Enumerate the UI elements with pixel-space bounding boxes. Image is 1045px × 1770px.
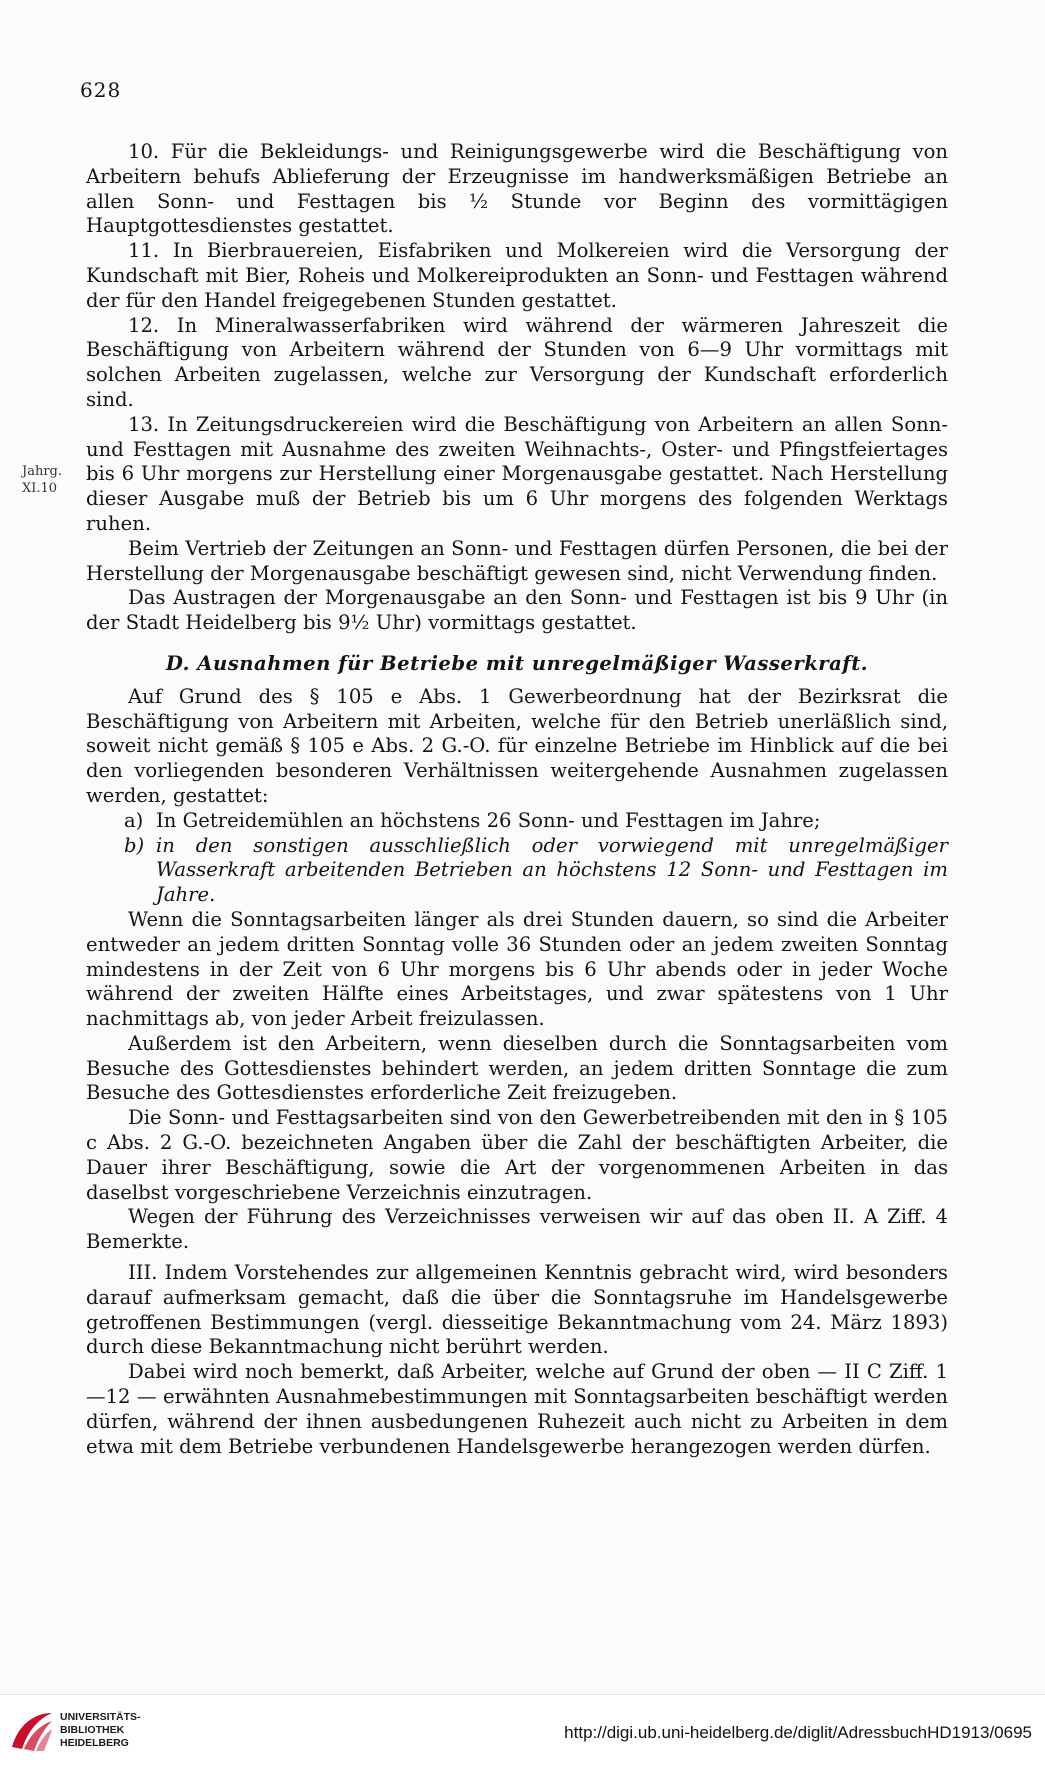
paragraph-iii-bemerkung: Dabei wird noch bemerkt, daß Arbeiter, welche auf Grund der oben — II C Ziff. 1—12 — erwähnten Ausnahmebestimmungen mit Sonntagsarbeiten beschäftigt werden dürfen, während der ihnen ausbedungenen Ruhezeit auch nicht zu Arbeiten in dem etwa mit dem Betriebe verbundenen Handelsgewerbe herangezogen werden dürfen. [86, 1360, 948, 1458]
library-name-line: UNIVERSITÄTS- [60, 1711, 141, 1723]
section-heading-d: D. Ausnahmen für Betriebe mit unregelmäßiger Wasserkraft. [165, 651, 869, 675]
list-label-a: a) [124, 808, 144, 832]
library-name-line: HEIDELBERG [60, 1737, 129, 1749]
list-item-a [86, 809, 948, 834]
list-text-b: in den sonstigen ausschließlich oder vorwiegend mit unregelmäßiger Wasserkraft arbeitenden Betrieben an höchstens 12 Sonn- und Festtagen im Jahre. [156, 833, 948, 907]
footer-bar [0, 1694, 1045, 1770]
source-url-link[interactable]: http://digi.ub.uni-heidelberg.de/diglit/AdressbuchHD1913/0695 [564, 1723, 1032, 1742]
paragraph-13-austragen: Das Austragen der Morgenausgabe an den Sonn- und Festtagen ist bis 9 Uhr (in der Stadt Heidelberg bis 9½ Uhr) vormittags gestattet. [86, 586, 948, 635]
paragraph-10: 10. Für die Bekleidungs- und Reinigungsgewerbe wird die Beschäftigung von Arbeitern behufs Ablieferung der Erzeugnisse im handwerksmäßigen Betriebe an allen Sonn- und Festtagen bis ½ Stunde vor Beginn des vormittägigen Hauptgottesdienstes gestattet. [86, 140, 948, 238]
margin-note: Jahrg. XI.10 [22, 464, 63, 496]
list-label-b: b) [124, 833, 145, 857]
paragraph-13-vertrieb: Beim Vertrieb der Zeitungen an Sonn- und Festtagen dürfen Personen, die bei der Herstellung der Morgenausgabe beschäftigt gewesen sind, nicht Verwendung finden. [86, 536, 948, 585]
paragraph-iii: III. Indem Vorstehendes zur allgemeinen Kenntnis gebracht wird, wird besonders darauf aufmerksam gemacht, daß die über die Sonntagsruhe im Handelsgewerbe getroffenen Bestimmungen (vergl. diesseitige Bekanntmachung vom 24. März 1893) durch diese Bekanntmachung nicht berührt werden. [86, 1261, 948, 1359]
paragraph-d-verzeichnis: Die Sonn- und Festtagsarbeiten sind von den Gewerbetreibenden mit den in § 105 c Abs. 2 G.-O. bezeichneten Angaben über die Zahl der beschäftigten Arbeiter, die Dauer ihrer Beschäftigung, sowie die Art der vorgenommenen Arbeiten in das daselbst vorgeschriebene Verzeichnis einzutragen. [86, 1106, 948, 1204]
paragraph-11: 11. In Bierbrauereien, Eisfabriken und Molkereien wird die Versorgung der Kundschaft mit Bier, Roheis und Molkereiprodukten an Sonn- und Festtagen während der für den Handel freigegebenen Stunden gestattet. [86, 239, 948, 312]
page-number: 628 [80, 78, 122, 102]
paragraph-d-intro: Auf Grund des § 105 e Abs. 1 Gewerbeordnung hat der Bezirksrat die Beschäftigung von Arbeitern mit Arbeiten, welche für den Betrieb unerläßlich sind, soweit nicht gemäß § 105 e Abs. 2 G.-O. für einzelne Betriebe im Hinblick auf die bei den vorliegenden besonderen Verhältnissen weitergehende Ausnahmen zugelassen werden, gestattet: [86, 684, 948, 807]
paragraph-d-gottesdienst: Außerdem ist den Arbeitern, wenn dieselben durch die Sonntagsarbeiten vom Besuche des Gottesdienstes behindert werden, an jedem dritten Sonntage die zum Besuche des Gottesdienstes erforderliche Zeit freizugeben. [86, 1031, 948, 1105]
library-name [60, 1711, 141, 1750]
paragraph-13: 13. In Zeitungsdruckereien wird die Beschäftigung von Arbeitern an allen Sonn- und Festtagen mit Ausnahme des zweiten Weihnachts-, Oster- und Pfingstfeiertages bis 6 Uhr morgens zur Herstellung einer Morgenausgabe gestattet. Nach Herstellung dieser Ausgabe muß der Betrieb bis um 6 Uhr morgens des folgenden Werktags ruhen. [86, 412, 948, 535]
paragraph-d-verweis: Wegen der Führung des Verzeichnisses verweisen wir auf das oben II. A Ziff. 4 Bemerkte. [86, 1205, 948, 1254]
paragraph-d-sonntagsarbeiten: Wenn die Sonntagsarbeiten länger als drei Stunden dauern, so sind die Arbeiter entweder an jedem dritten Sonntag volle 36 Stunden oder an jedem zweiten Sonntag mindestens in der Zeit von 6 Uhr morgens bis 6 Uhr abends oder in jeder Woche während der zweiten Hälfte eines Arbeitstages, und zwar spätestens von 1 Uhr nachmittags ab, von jeder Arbeit freizulassen. [86, 907, 948, 1031]
paragraph-12: 12. In Mineralwasserfabriken wird während der wärmeren Jahreszeit die Beschäftigung von Arbeitern während der Stunden von 6—9 Uhr vormittags mit solchen Arbeiten zugelassen, welche zur Versorgung der Kundschaft erforderlich sind. [86, 313, 948, 411]
list-item-b [86, 834, 948, 908]
body-text [86, 140, 948, 1459]
university-library-logo-icon [8, 1707, 56, 1755]
list-text-a: In Getreidemühlen an höchstens 26 Sonn- und Festtagen im Jahre; [156, 808, 821, 832]
library-name-line: BIBLIOTHEK [60, 1724, 125, 1736]
